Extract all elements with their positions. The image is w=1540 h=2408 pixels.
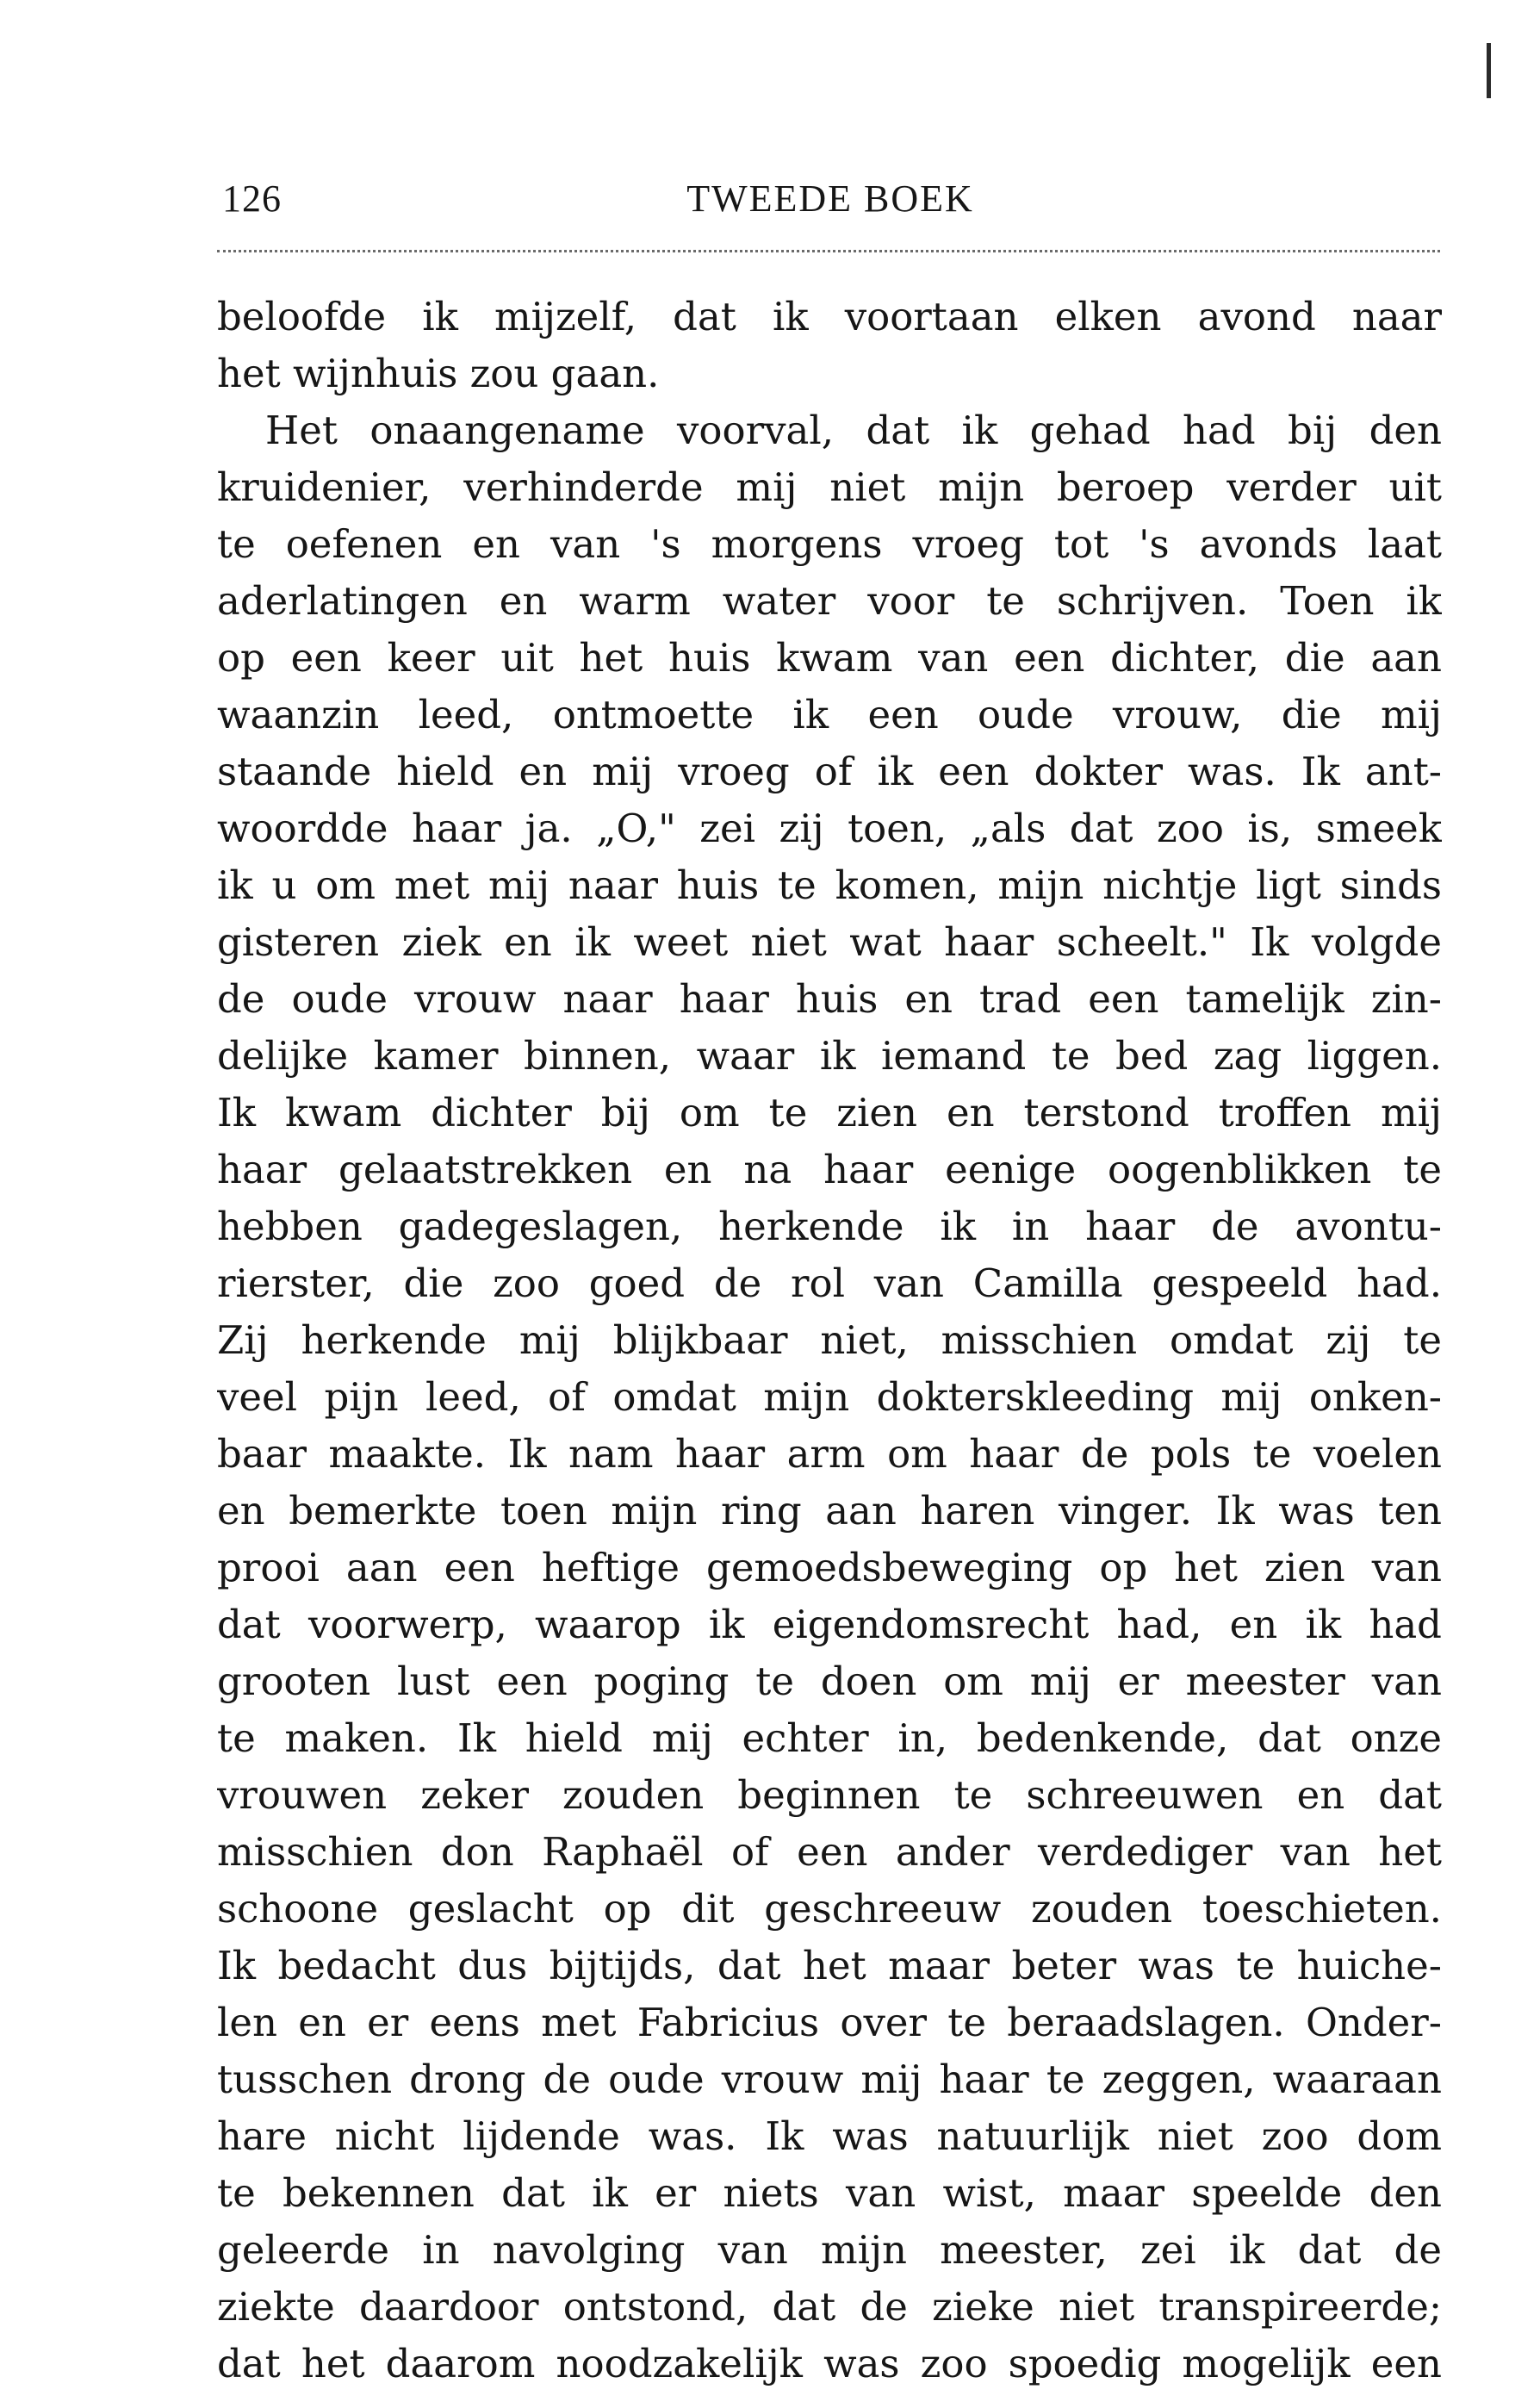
text-line: len en er eens met Fabricius over te beraadslagen. Onder-	[217, 2000, 1442, 2045]
text-line: waanzin leed, ontmoette ik een oude vrouw, die mij	[217, 692, 1442, 737]
text-line: hare nicht lijdende was. Ik was natuurlijk niet zoo dom	[217, 2113, 1442, 2159]
header-divider	[217, 250, 1440, 252]
text-line: woordde haar ja. „O," zei zij toen, „als dat zoo is, smeek	[217, 806, 1442, 851]
text-line: tusschen drong de oude vrouw mij haar te zeggen, waaraan	[217, 2056, 1442, 2102]
text-line: hebben gadegeslagen, herkende ik in haar de avontu-	[217, 1204, 1442, 1249]
text-line: Ik kwam dichter bij om te zien en terstond troffen mij	[217, 1090, 1442, 1136]
margin-scan-mark	[1487, 43, 1491, 98]
text-line: te oefenen en van 's morgens vroeg tot 's avonds laat	[217, 521, 1442, 567]
text-line: Het onaangename voorval, dat ik gehad had bij den	[265, 408, 1442, 453]
text-line: kruidenier, verhinderde mij niet mijn beroep verder uit	[217, 464, 1442, 510]
text-line: te maken. Ik hield mij echter in, bedenkende, dat onze	[217, 1715, 1442, 1761]
text-line: vrouwen zeker zouden beginnen te schreeuwen en dat	[217, 1772, 1442, 1818]
text-line: prooi aan een heftige gemoedsbeweging op het zien van	[217, 1545, 1442, 1590]
text-line: aderlatingen en warm water voor te schrijven. Toen ik	[217, 578, 1442, 624]
text-line: dat het daarom noodzakelijk was zoo spoedig mogelijk een	[217, 2341, 1442, 2386]
text-line: geleerde in navolging van mijn meester, zei ik dat de	[217, 2227, 1442, 2273]
text-line: rierster, die zoo goed de rol van Camilla gespeeld had.	[217, 1260, 1442, 1306]
page-number: 126	[222, 177, 282, 220]
running-title: TWEEDE BOEK	[686, 177, 974, 220]
text-line: Zij herkende mij blijkbaar niet, misschien omdat zij te	[217, 1317, 1442, 1363]
text-line: grooten lust een poging te doen om mij er meester van	[217, 1658, 1442, 1704]
text-line: Ik bedacht dus bijtijds, dat het maar beter was te huiche-	[217, 1943, 1442, 1988]
text-line: haar gelaatstrekken en na haar eenige oogenblikken te	[217, 1147, 1442, 1192]
text-line: ik u om met mij naar huis te komen, mijn nichtje ligt sinds	[217, 862, 1442, 908]
text-line: misschien don Raphaël of een ander verdediger van het	[217, 1829, 1442, 1875]
text-line: staande hield en mij vroeg of ik een dokter was. Ik ant-	[217, 749, 1442, 794]
text-line: gisteren ziek en ik weet niet wat haar scheelt." Ik volgde	[217, 919, 1442, 965]
text-line: ziekte daardoor ontstond, dat de zieke niet transpireerde;	[217, 2284, 1442, 2330]
text-line: op een keer uit het huis kwam van een dichter, die aan	[217, 635, 1442, 681]
text-line: te bekennen dat ik er niets van wist, maar speelde den	[217, 2170, 1442, 2216]
text-line: baar maakte. Ik nam haar arm om haar de pols te voelen	[217, 1431, 1442, 1477]
text-line: dat voorwerp, waarop ik eigendomsrecht had, en ik had	[217, 1602, 1442, 1647]
text-line: veel pijn leed, of omdat mijn dokterskleeding mij onken-	[217, 1374, 1442, 1420]
text-line: beloofde ik mijzelf, dat ik voortaan elken avond naar	[217, 294, 1442, 339]
text-line: en bemerkte toen mijn ring aan haren vinger. Ik was ten	[217, 1488, 1442, 1534]
text-line: schoone geslacht op dit geschreeuw zouden toeschieten.	[217, 1886, 1442, 1932]
text-line: delijke kamer binnen, waar ik iemand te bed zag liggen.	[217, 1033, 1442, 1079]
page-header	[222, 177, 1438, 237]
text-line: de oude vrouw naar haar huis en trad een tamelijk zin-	[217, 976, 1442, 1022]
body-text	[217, 289, 1442, 2392]
text-line: het wijnhuis zou gaan.	[217, 351, 660, 396]
